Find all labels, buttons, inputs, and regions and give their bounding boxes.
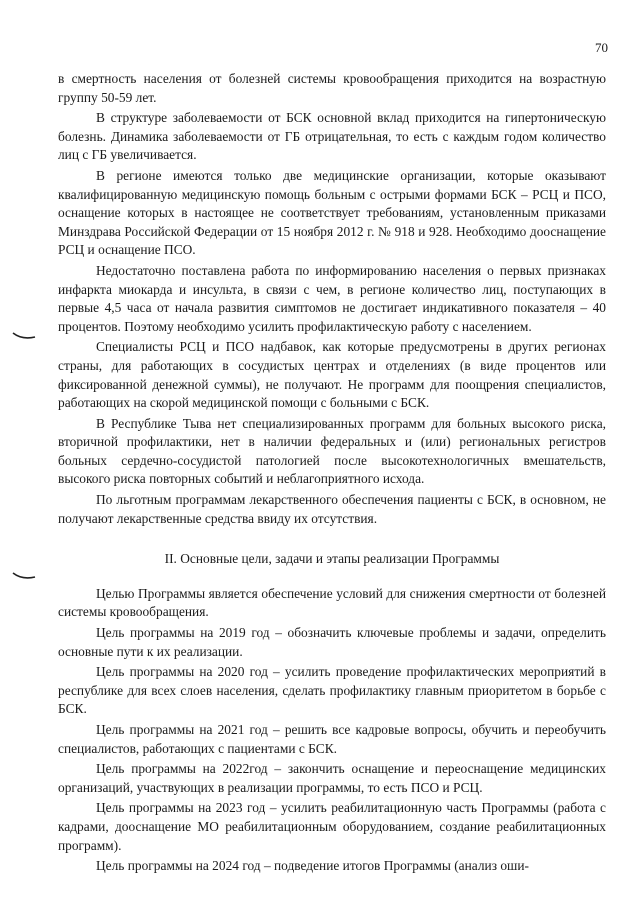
paragraph: В структуре заболеваемости от БСК основной вклад приходится на гипертоническую болезнь. Динамика заболеваемости от ГБ отрицательная, то есть с каждым годом количество лиц с ГБ увеличивается. — [58, 110, 606, 163]
paragraph: Цель программы на 2023 год – усилить реабилитационную часть Программы (работа с кадрами, дооснащение МО реабилитационным оборудованием, создание реабилитационных программ). — [58, 800, 606, 853]
margin-pen-mark — [12, 332, 36, 340]
paragraph: Недостаточно поставлена работа по информированию населения о первых признаках инфаркта миокарда и инсульта, в связи с чем, в регионе количество лиц, поступающих в первые 4,5 часа от начала развития симптомов не достигает индикативного показателя – 40 процентов. Поэтому необходимо усилить профилактическую работу с населением. — [58, 262, 606, 334]
paragraph: Специалисты РСЦ и ПСО надбавок, как которые предусмотрены в других регионах страны, для работающих в сосудистых центрах и отделениях (в виде процентов или фиксированной денежной суммы), не получают. Не программ для поощрения специалистов, работающих на скорой медицинской помощи с больными с БСК. — [58, 339, 606, 411]
paragraph: Цель программы на 2020 год – усилить проведение профилактических мероприятий в республике для всех слоев населения, сделать профилактику главным приоритетом в борьбе с БСК. — [58, 664, 606, 717]
page-number: 70 — [595, 40, 608, 55]
paragraph: По льготным программам лекарственного обеспечения пациенты с БСК, в основном, не получают лекарственные средства ввиду их отсутствия. — [58, 492, 606, 526]
paragraph: В Республике Тыва нет специализированных программ для больных высокого риска, вторичной профилактики, нет в наличии федеральных и (или) региональных регистров больных сердечно-сосудистой патологией после высокотехнологичных вмешательств, высокого риска повторных событий и неблагоприятного исхода. — [58, 415, 606, 487]
paragraph: Цель программы на 2019 год – обозначить ключевые проблемы и задачи, определить основные пути к их реализации. — [58, 625, 606, 659]
document-body — [58, 70, 606, 876]
paragraph: Цель программы на 2022год – закончить оснащение и переоснащение медицинских организаций, участвующих в реализации программы, то есть ПСО и РСЦ. — [58, 761, 606, 795]
paragraph: Целью Программы является обеспечение условий для снижения смертности от болезней системы кровообращения. — [58, 585, 606, 620]
paragraph: Цель программы на 2024 год – подведение итогов Программы (анализ оши- — [96, 858, 529, 874]
section-title: II. Основные цели, задачи и этапы реализации Программы — [164, 551, 500, 567]
paragraph: В регионе имеются только две медицинские организации, которые оказывают квалифицированную медицинскую помощь больным с острыми формами БСК – РСЦ и ПСО, оснащение которых в настоящее не соответствует требованиям, установленным приказами Минздрава Российской Федерации от 15 ноября 2012 г. № 918 и 928. Необходимо дооснащение РСЦ и оснащение ПСО. — [58, 167, 606, 258]
paragraph: Цель программы на 2021 год – решить все кадровые вопросы, обучить и переобучить специалистов, работающих с пациентами с БСК. — [58, 722, 606, 756]
margin-pen-mark — [12, 572, 36, 580]
paragraph: в смертность населения от болезней системы кровообращения приходится на возрастную группу 50-59 лет. — [58, 71, 606, 105]
